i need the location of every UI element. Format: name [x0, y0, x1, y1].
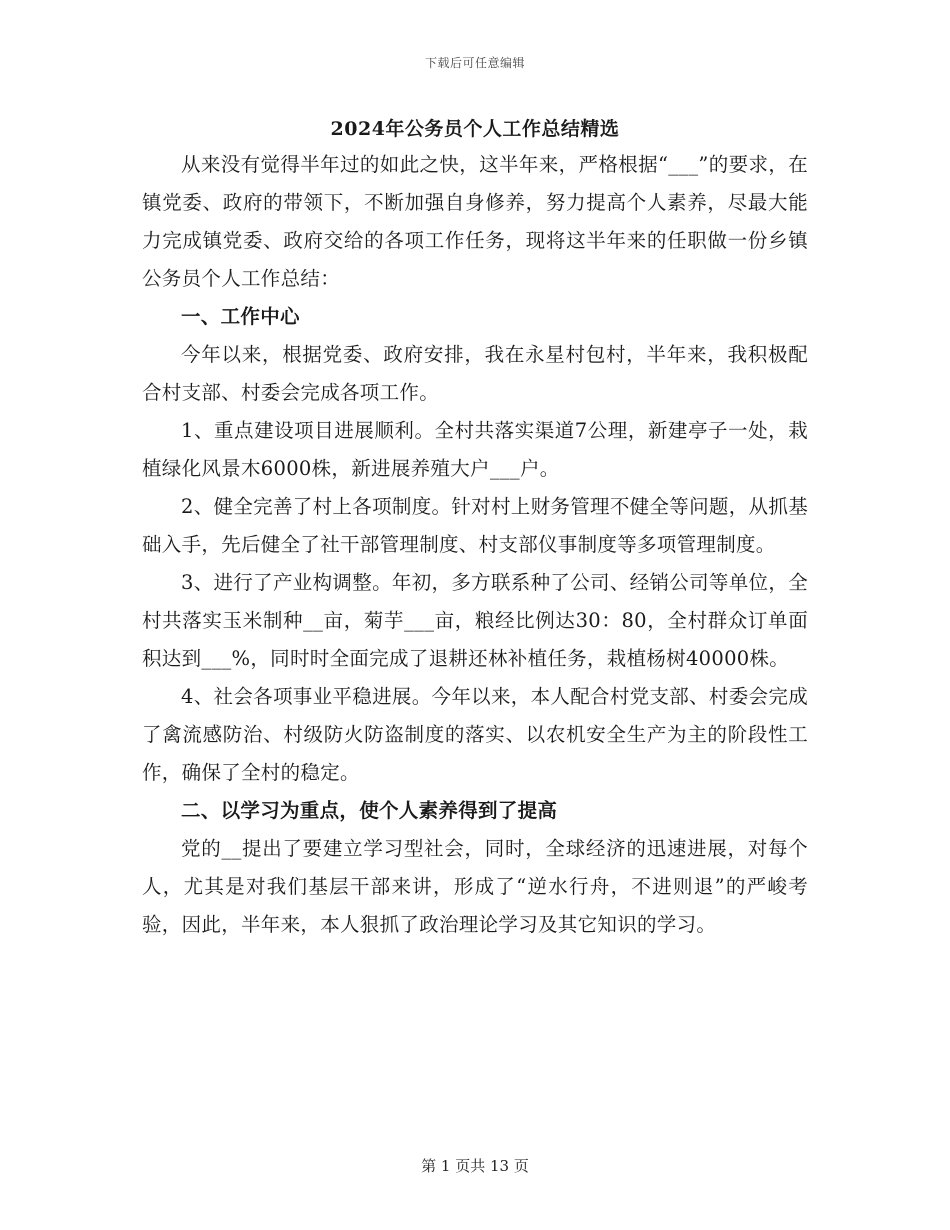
paragraph: 今年以来，根据党委、政府安排，我在永星村包村，半年来，我积极配合村支部、村委会完成各项工作。 — [142, 343, 808, 404]
paragraph: 党的__提出了要建立学习型社会，同时，全球经济的迅速进展，对每个人，尤其是对我们基层干部来讲，形成了“逆水行舟，不进则退”的严峻考验，因此，半年来，本人狠抓了政治理论学习及其它知识的学习。 — [142, 837, 808, 936]
page-header-note: 下载后可任意编辑 — [424, 56, 525, 70]
intro-paragraph: 从来没有觉得半年过的如此之快，这半年来，严格根据“___”的要求，在镇党委、政府的带领下，不断加强自身修养，努力提高个人素养，尽最大能力完成镇党委、政府交给的各项工作任务，现将这半年来的任职做一份乡镇公务员个人工作总结： — [142, 153, 808, 290]
document-title: 2024年公务员个人工作总结精选 — [330, 118, 620, 140]
section-heading-study: 二、以学习为重点，使个人素养得到了提高 — [181, 799, 558, 822]
paragraph: 2、健全完善了村上各项制度。针对村上财务管理不健全等问题，从抓基础入手，先后健全了社干部管理制度、村支部仪事制度等多项管理制度。 — [142, 495, 808, 556]
paragraph: 1、重点建设项目进展顺利。全村共落实渠道7公理，新建亭子一处，栽植绿化风景木6000株，新进展养殖大户___户。 — [142, 419, 808, 480]
paragraph: 4、社会各项事业平稳进展。今年以来，本人配合村党支部、村委会完成了禽流感防治、村级防火防盗制度的落实、以农机安全生产为主的阶段性工作，确保了全村的稳定。 — [142, 685, 808, 784]
document-body — [142, 112, 808, 944]
section-heading-work-center: 一、工作中心 — [181, 305, 300, 328]
paragraph: 3、进行了产业构调整。年初，多方联系种了公司、经销公司等单位，全村共落实玉米制种__亩，菊芋___亩，粮经比例达30：80，全村群众订单面积达到___%，同时时全面完成了退耕还林补植任务，栽植杨树40000株。 — [142, 571, 808, 670]
page-number: 第 1 页共 13 页 — [421, 1157, 529, 1175]
